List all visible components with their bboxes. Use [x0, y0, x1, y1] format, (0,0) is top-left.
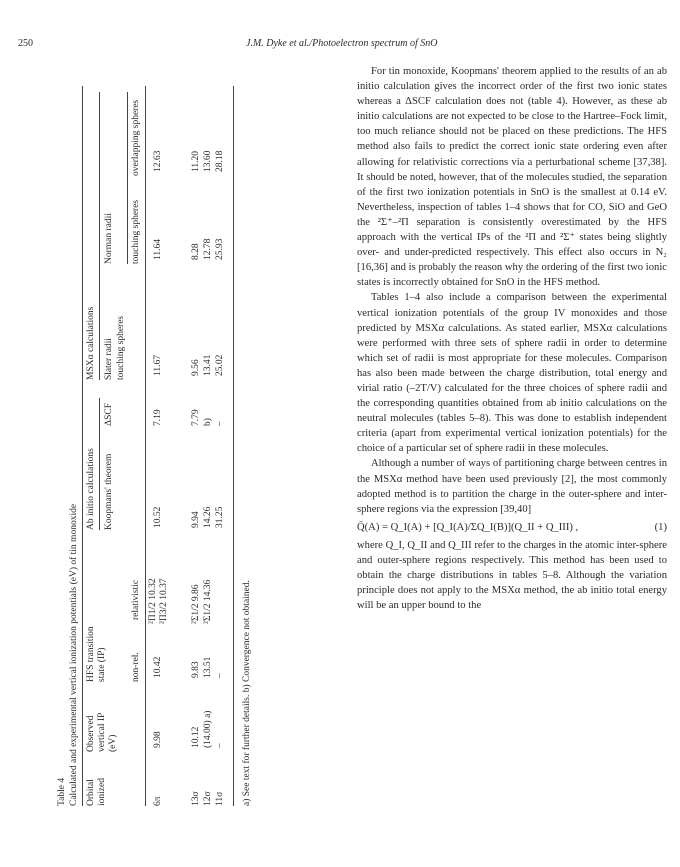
table-top-rule: [82, 86, 83, 806]
table-cell: 10.12: [191, 726, 201, 748]
col-norman: Norman radii: [104, 213, 114, 264]
col-orbital: Orbital ionized: [86, 778, 107, 806]
table-cell: 25.02: [215, 354, 225, 376]
table-cell: 13σ: [191, 791, 201, 806]
col-observed: Observed vertical IP (eV): [86, 713, 118, 752]
table-cell: ²Σ1/2 9.86: [191, 584, 201, 624]
table-cell: –: [215, 421, 225, 426]
col-hfs-rel: relativistic: [131, 579, 141, 620]
equation-number: (1): [654, 521, 667, 533]
running-head: J.M. Dyke et al./Photoelectron spectrum of SnO: [246, 38, 438, 49]
table-cell: 10.42: [153, 656, 163, 678]
table-cell: 9.94: [191, 511, 201, 528]
table-cell: 11σ: [215, 791, 225, 806]
table-cell: 12.63: [153, 150, 163, 172]
table-cell: 9.98: [153, 731, 163, 748]
table-cell: 9.83: [191, 661, 201, 678]
col-slater: Slater radii: [104, 338, 114, 380]
paragraph-2: Tables 1–4 also include a comparison between the experimental vertical ionization potentials of the group IV monoxides and those predicted by MSXα calculations. As stated earlier, MSXα calculations were performed with three sets of sphere radii in order to determine which set of radii is most appropriate for these molecules. Comparison has also been made between the charge distribution, total energy and virial ratio (–2T/V) calculated for the three choices of sphere radii and the corresponding quantities obtained from ab initio calculations on the neutral molecules (tables 5–8). This was done to establish independent criteria (apart from experimental vertical ionization potentials) for the choice of a particular set of sphere radii in these molecules.: [357, 292, 667, 455]
table-cell: –: [215, 743, 225, 748]
table-footnote: a) See text for further details. b) Convergence not obtained.: [242, 580, 252, 806]
col-norman-touching: touching spheres: [131, 199, 141, 264]
page-number: 250: [18, 38, 33, 49]
table-cell: 11.20: [191, 150, 201, 172]
table-cell: 9.56: [191, 359, 201, 376]
table-4-rotated: [52, 72, 352, 812]
msx-rule: [99, 92, 100, 380]
paragraph-4: where Q_I, Q_II and Q_III refer to the charges in the atomic inter-sphere and outer-sphere regions respectively. This method has been used to obtain the charge distributions in tables 5–8. Although the variation principle does not apply to the MSXα method, the ab initio total energy will be an upper bound to the: [357, 539, 667, 612]
table-cell: 14.26: [203, 506, 213, 528]
col-abinitio: Ab initio calculations: [86, 448, 96, 530]
table-cell: 25.93: [215, 238, 225, 260]
table-cell: –: [215, 673, 225, 678]
col-koopmans: Koopmans' theorem: [104, 453, 114, 530]
table-cell: 13.60: [203, 150, 213, 172]
col-slater-touching: touching spheres: [116, 315, 126, 380]
equation-1: [357, 520, 667, 535]
col-hfs-nonrel: non-rel.: [131, 652, 141, 682]
table-cell: 6π: [153, 796, 163, 806]
table-cell: 13.41: [203, 354, 213, 376]
table-cell: b): [203, 418, 213, 426]
table-cell: 12.78: [203, 238, 213, 260]
page-header: [18, 38, 658, 54]
body-column: [357, 64, 667, 613]
table-caption: Calculated and experimental vertical ionization potentials (eV) of tin monoxide: [69, 503, 79, 806]
paragraph-3: Although a number of ways of partitioning charge between centres in the MSXα method have been used previously [2], the most commonly adopted method is to partition the charge in the outer-sphere and inter-sphere regions via the expression [39,40]: [357, 458, 667, 515]
col-norman-overlap: overlapping spheres: [131, 99, 141, 176]
table-label: Table 4: [57, 777, 67, 806]
table-cell: 31.25: [215, 506, 225, 528]
equation-text: Q̄(A) = Q_I(A) + [Q_I(A)/ΣQ_I(B)](Q_II + Q_III) ,: [357, 521, 579, 533]
table-cell: 12σ: [203, 791, 213, 806]
table-cell: (14.00) a): [203, 710, 213, 748]
col-hfs: HFS transition state (IP): [86, 626, 107, 682]
table-cell: 7.79: [191, 409, 201, 426]
table-header-rule: [145, 86, 146, 806]
paragraph-1: For tin monoxide, Koopmans' theorem applied to the results of an ab initio calculation gives the incorrect order of the first two ionic states whereas a ΔSCF calculation does not (table 4). However, as these ab initio calculations are not expected to be close to the Hartree–Fock limit, too much reliance should not be placed on these predictions. The HFS method also fails to predict the correct ionic state ordering even after allowing for relativistic corrections via a perturbational scheme [37,38]. It should be noted, however, that of the molecules studied, the separation of the first two ionization potentials in SnO is the smallest at 0.14 eV. Nevertheless, inspection of tables 1–4 shows that for CO, SiO and GeO the ²Σ⁺–²Π separation is consistently overestimated by the HFS approach with the vertical IPs of the ²Π and ²Σ⁺ states being slightly over- and under-predicted respectively. This effect also occurs in N₂ [16,36] and is probably the reason why the ordering of the first two ionic states is incorrectly obtained for SnO in the HFS method.: [357, 66, 667, 289]
table-bottom-rule: [233, 86, 234, 806]
table-cell: ²Π1/2 10.32 ²Π3/2 10.37: [148, 578, 169, 624]
norman-rule: [127, 92, 128, 264]
table-cell: 11.64: [153, 238, 163, 260]
table-cell: 28.18: [215, 150, 225, 172]
table-cell: 8.28: [191, 243, 201, 260]
abinitio-rule: [99, 398, 100, 530]
table-cell: 13.51: [203, 656, 213, 678]
table-cell: 11.67: [153, 354, 163, 376]
col-msx: MSXα calculations: [86, 306, 96, 380]
table-cell: 7.19: [153, 409, 163, 426]
table-4: [52, 72, 352, 812]
table-cell: 10.52: [153, 506, 163, 528]
table-cell: ²Σ1/2 14.36: [203, 579, 213, 624]
col-dscf: ΔSCF: [104, 402, 114, 426]
